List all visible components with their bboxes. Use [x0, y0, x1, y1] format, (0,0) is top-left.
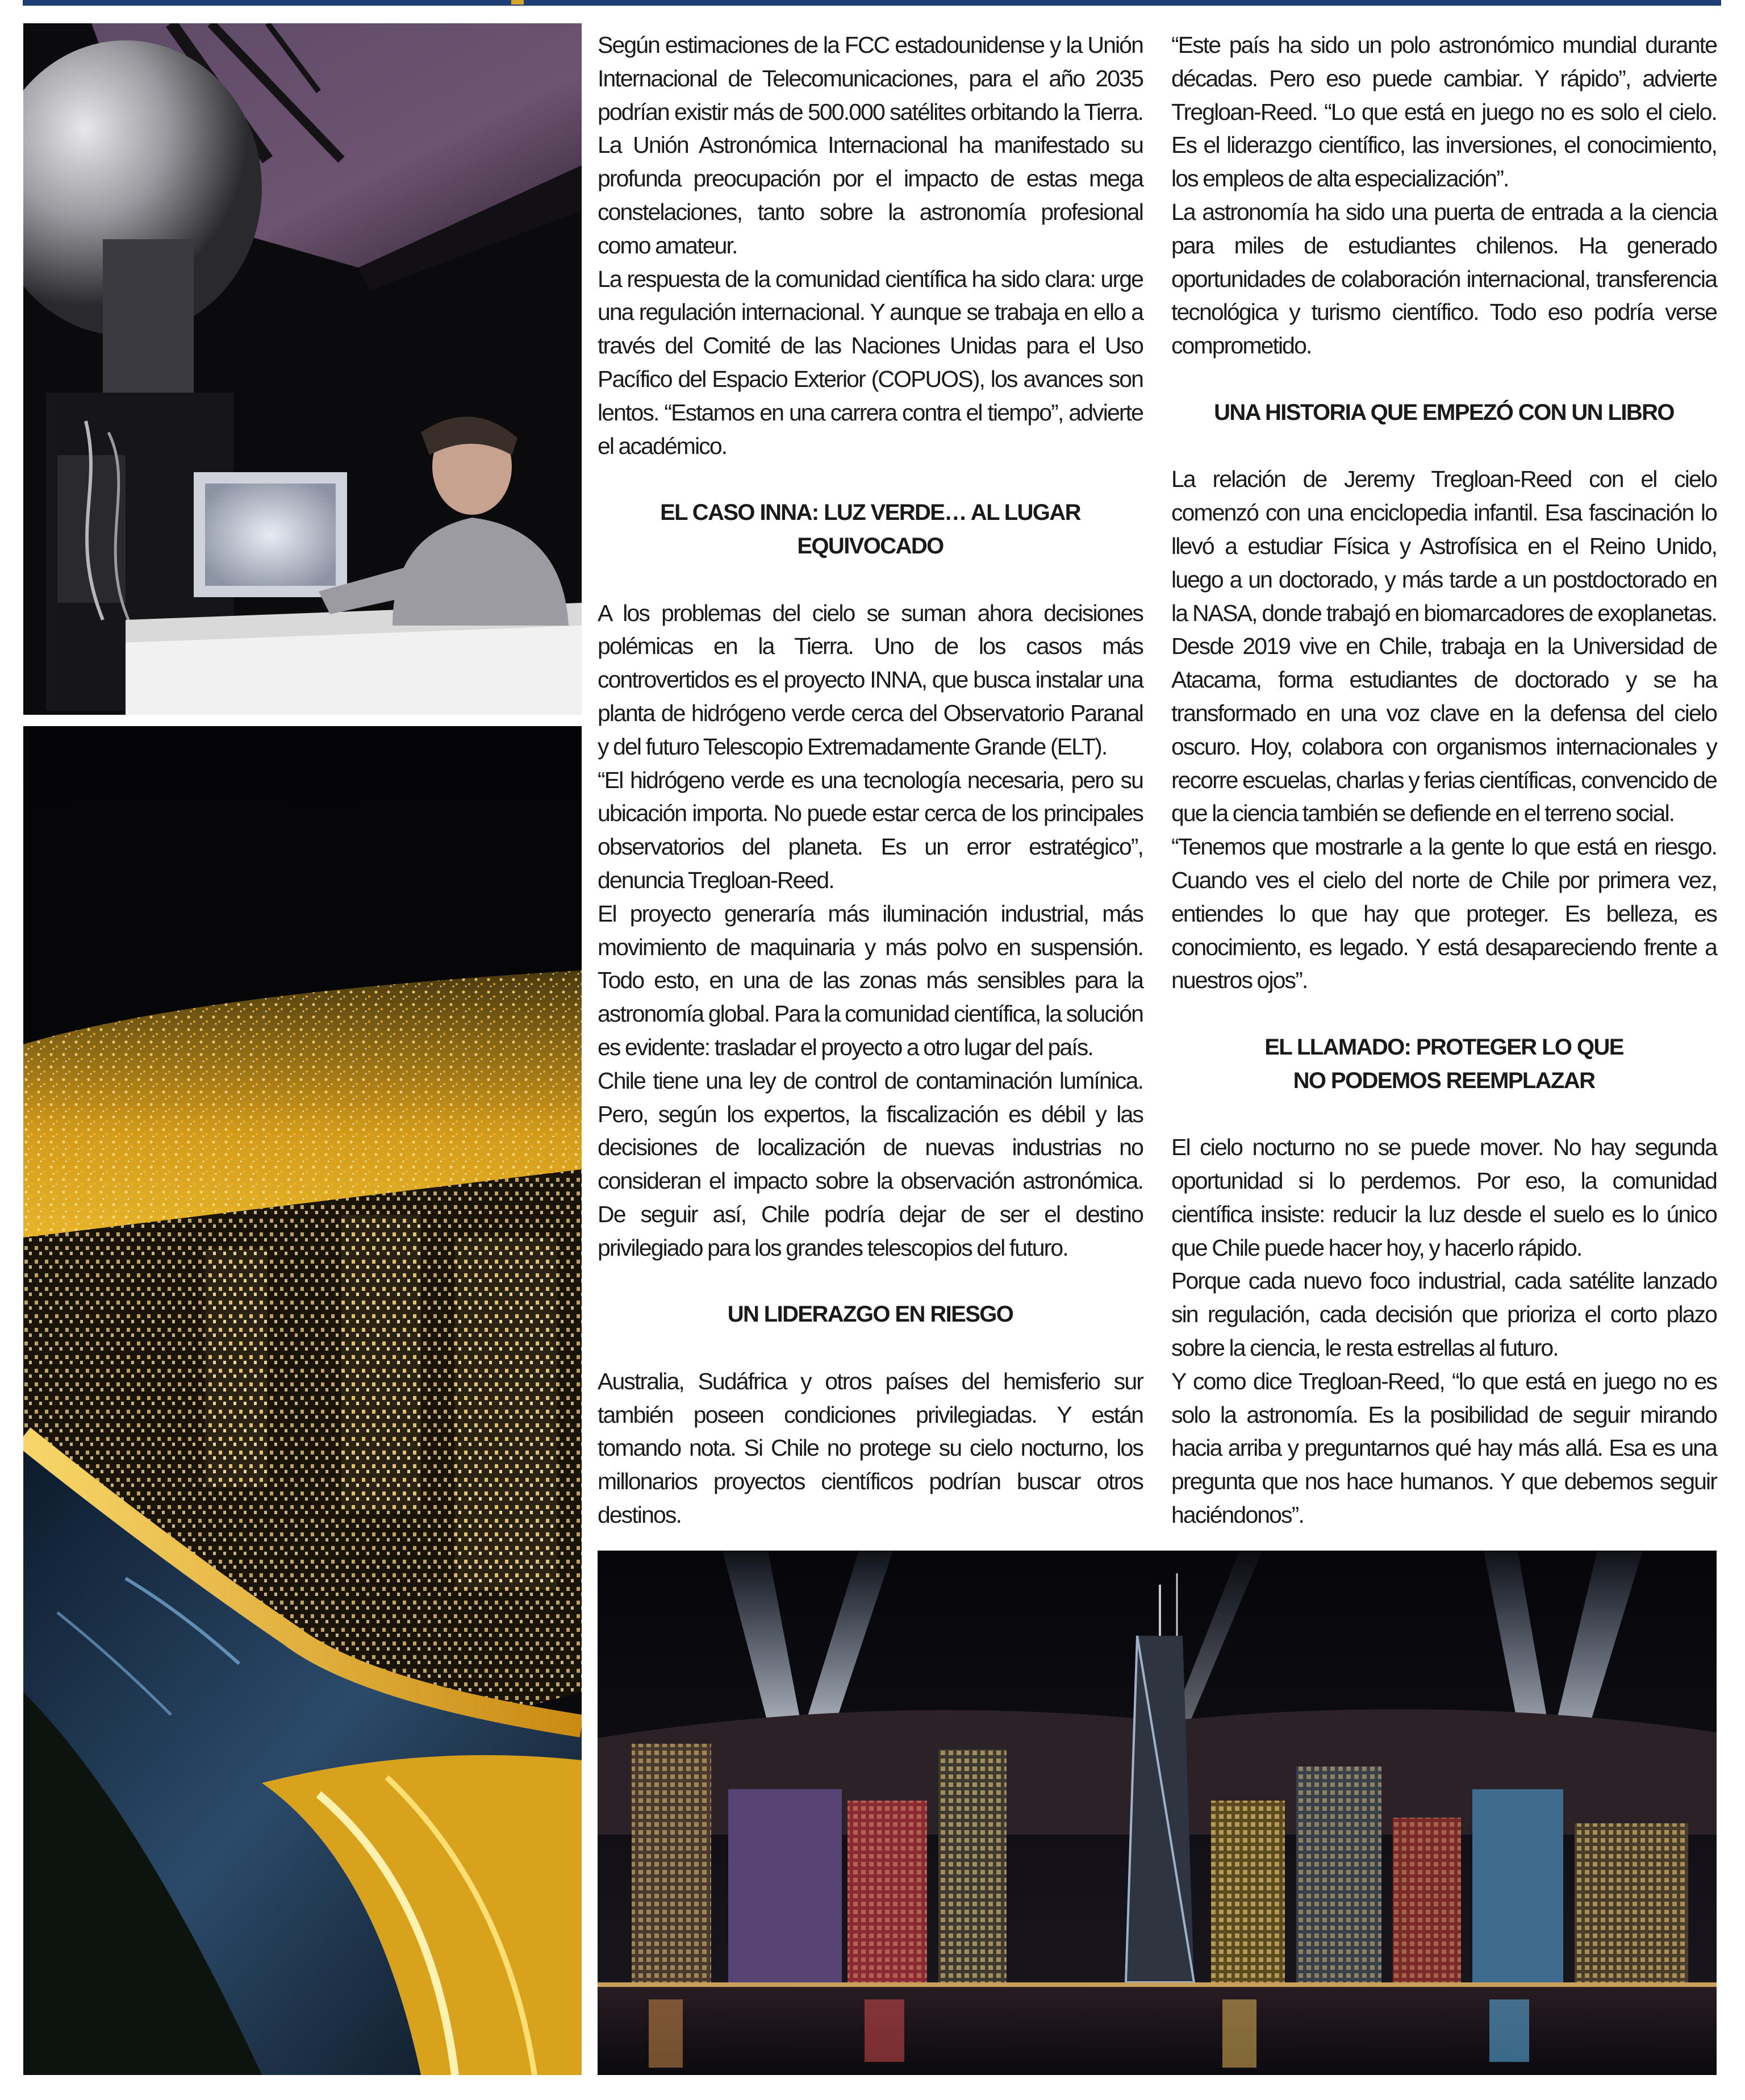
paragraph: El proyecto generaría más iluminación industrial, más movimiento de maquinaria y más polvo en suspensión. Todo esto, en una de las zonas más sensibles para la astronomía global. Para la comunidad científica, la solución es evidente: trasladar el proyecto a otro lugar del país.: [598, 900, 1143, 1060]
paragraph: A los problemas del cielo se suman ahora decisiones polémicas en la Tierra. Uno de los casos más controvertidos es el proyecto INNA, que busca instalar una planta de hidrógeno verde cerca del Observatorio Paranal y del futuro Telescopio Extremadamente Grande (ELT).: [598, 599, 1143, 760]
article-column-right: [1171, 28, 1717, 1532]
paragraph: Porque cada nuevo foco industrial, cada satélite lanzado sin regulación, cada decisión que prioriza el corto plazo sobre la ciencia, le resta estrellas al futuro.: [1171, 1268, 1717, 1361]
section-heading-liderazgo: UN LIDERAZGO EN RIESGO: [727, 1302, 1013, 1327]
paragraph: “Este país ha sido un polo astronómico mundial durante décadas. Pero eso puede cambiar. Y rápido”, advierte Tregloan-Reed. “Lo que está en juego no es solo el cielo. Es el liderazgo científico, las inversiones, el conocimiento, los empleos de alta especialización”.: [1171, 32, 1717, 192]
paragraph: El cielo nocturno no se puede mover. No hay segunda oportunidad si lo perdemos. Por eso, la comunidad científica insiste: reducir la luz desde el suelo es lo único que Chile puede hacer hoy, y hacerlo rápido.: [1171, 1134, 1717, 1261]
paragraph: La astronomía ha sido una puerta de entrada a la ciencia para miles de estudiantes chilenos. Ha generado oportunidades de colaboración internacional, transferencia tecnológica y turismo científico. Todo eso podría verse comprometido.: [1171, 198, 1717, 359]
paragraph: La relación de Jeremy Tregloan-Reed con el cielo comenzó con una enciclopedia infantil. Esa fascinación lo llevó a estudiar Física y Astrofísica en el Reino Unido, luego a un doctorado, y más tarde a un postdoctorado en la NASA, donde trabajó en biomarcadores de exoplanetas. Desde 2019 vive en Chile, trabaja en la Universidad de Atacama, forma estudiantes de doctorado y se ha transformado en una voz clave en la defensa del cielo oscuro. Hoy, colabora con organismos internacionales y recorre escuelas, charlas y ferias científicas, convencido de que la ciencia también se defiende en el terreno social.: [1171, 466, 1717, 827]
section-heading-llamado: EL LLAMADO: PROTEGER LO QUE NO PODEMOS REEMPLAZAR: [1264, 1034, 1623, 1093]
paragraph: La respuesta de la comunidad científica ha sido clara: urge una regulación internacional. Y aunque se trabaja en ello a través del Comité de las Naciones Unidas para el Uso Pacífico del Espacio Exterior (COPUOS), los avances son lentos. “Estamos en una carrera contra el tiempo”, advierte el académico.: [598, 265, 1143, 459]
paragraph: Y como dice Tregloan-Reed, “lo que está en juego no es solo la astronomía. Es la posibilidad de seguir mirando hacia arriba y preguntarnos qué hay más allá. Esa es una pregunta que nos hace humanos. Y que debemos seguir haciéndonos”.: [1171, 1368, 1717, 1528]
article-column-left: [598, 28, 1143, 1532]
section-heading-historia: UNA HISTORIA QUE EMPEZÓ CON UN LIBRO: [1214, 399, 1674, 425]
section-heading-inna: EL CASO INNA: LUZ VERDE… AL LUGAR EQUIVOCADO: [660, 500, 1080, 559]
paragraph: “Tenemos que mostrarle a la gente lo que está en riesgo. Cuando ves el cielo del norte de Chile por primera vez, entiendes lo que hay que proteger. Es belleza, es conocimiento, es legado. Y está desapareciendo frente a nuestros ojos”.: [1171, 834, 1717, 994]
paragraph: Australia, Sudáfrica y otros países del hemisferio sur también poseen condiciones privilegiadas. Y están tomando nota. Si Chile no protege su cielo nocturno, los millonarios proyectos científicos podrían buscar otros destinos.: [598, 1368, 1143, 1528]
top-bar-accent: [511, 0, 524, 5]
paragraph: Según estimaciones de la FCC estadounidense y la Unión Internacional de Telecomunicaciones, para el año 2035 podrían existir más de 500.000 satélites orbitando la Tierra. La Unión Astronómica Internacional ha manifestado su profunda preocupación por el impacto de estas mega constelaciones, tanto sobre la astronomía profesional como amateur.: [598, 32, 1143, 259]
photo-city-skyline-searchlights: [598, 1551, 1717, 2075]
top-color-bar: [23, 0, 1721, 6]
photo-observatory-telescope: [23, 23, 582, 715]
paragraph: Chile tiene una ley de control de contaminación lumínica. Pero, según los expertos, la fiscalización es débil y las decisiones de localización de nuevas industrias no consideran el impacto sobre la observación astronómica. De seguir así, Chile podría dejar de ser el destino privilegiado para los grandes telescopios del futuro.: [598, 1067, 1143, 1261]
photo-coastal-city-night: [23, 726, 582, 2075]
paragraph: “El hidrógeno verde es una tecnología necesaria, pero su ubicación importa. No puede estar cerca de los principales observatorios del planeta. Es un error estratégico”, denuncia Tregloan-Reed.: [598, 766, 1143, 893]
